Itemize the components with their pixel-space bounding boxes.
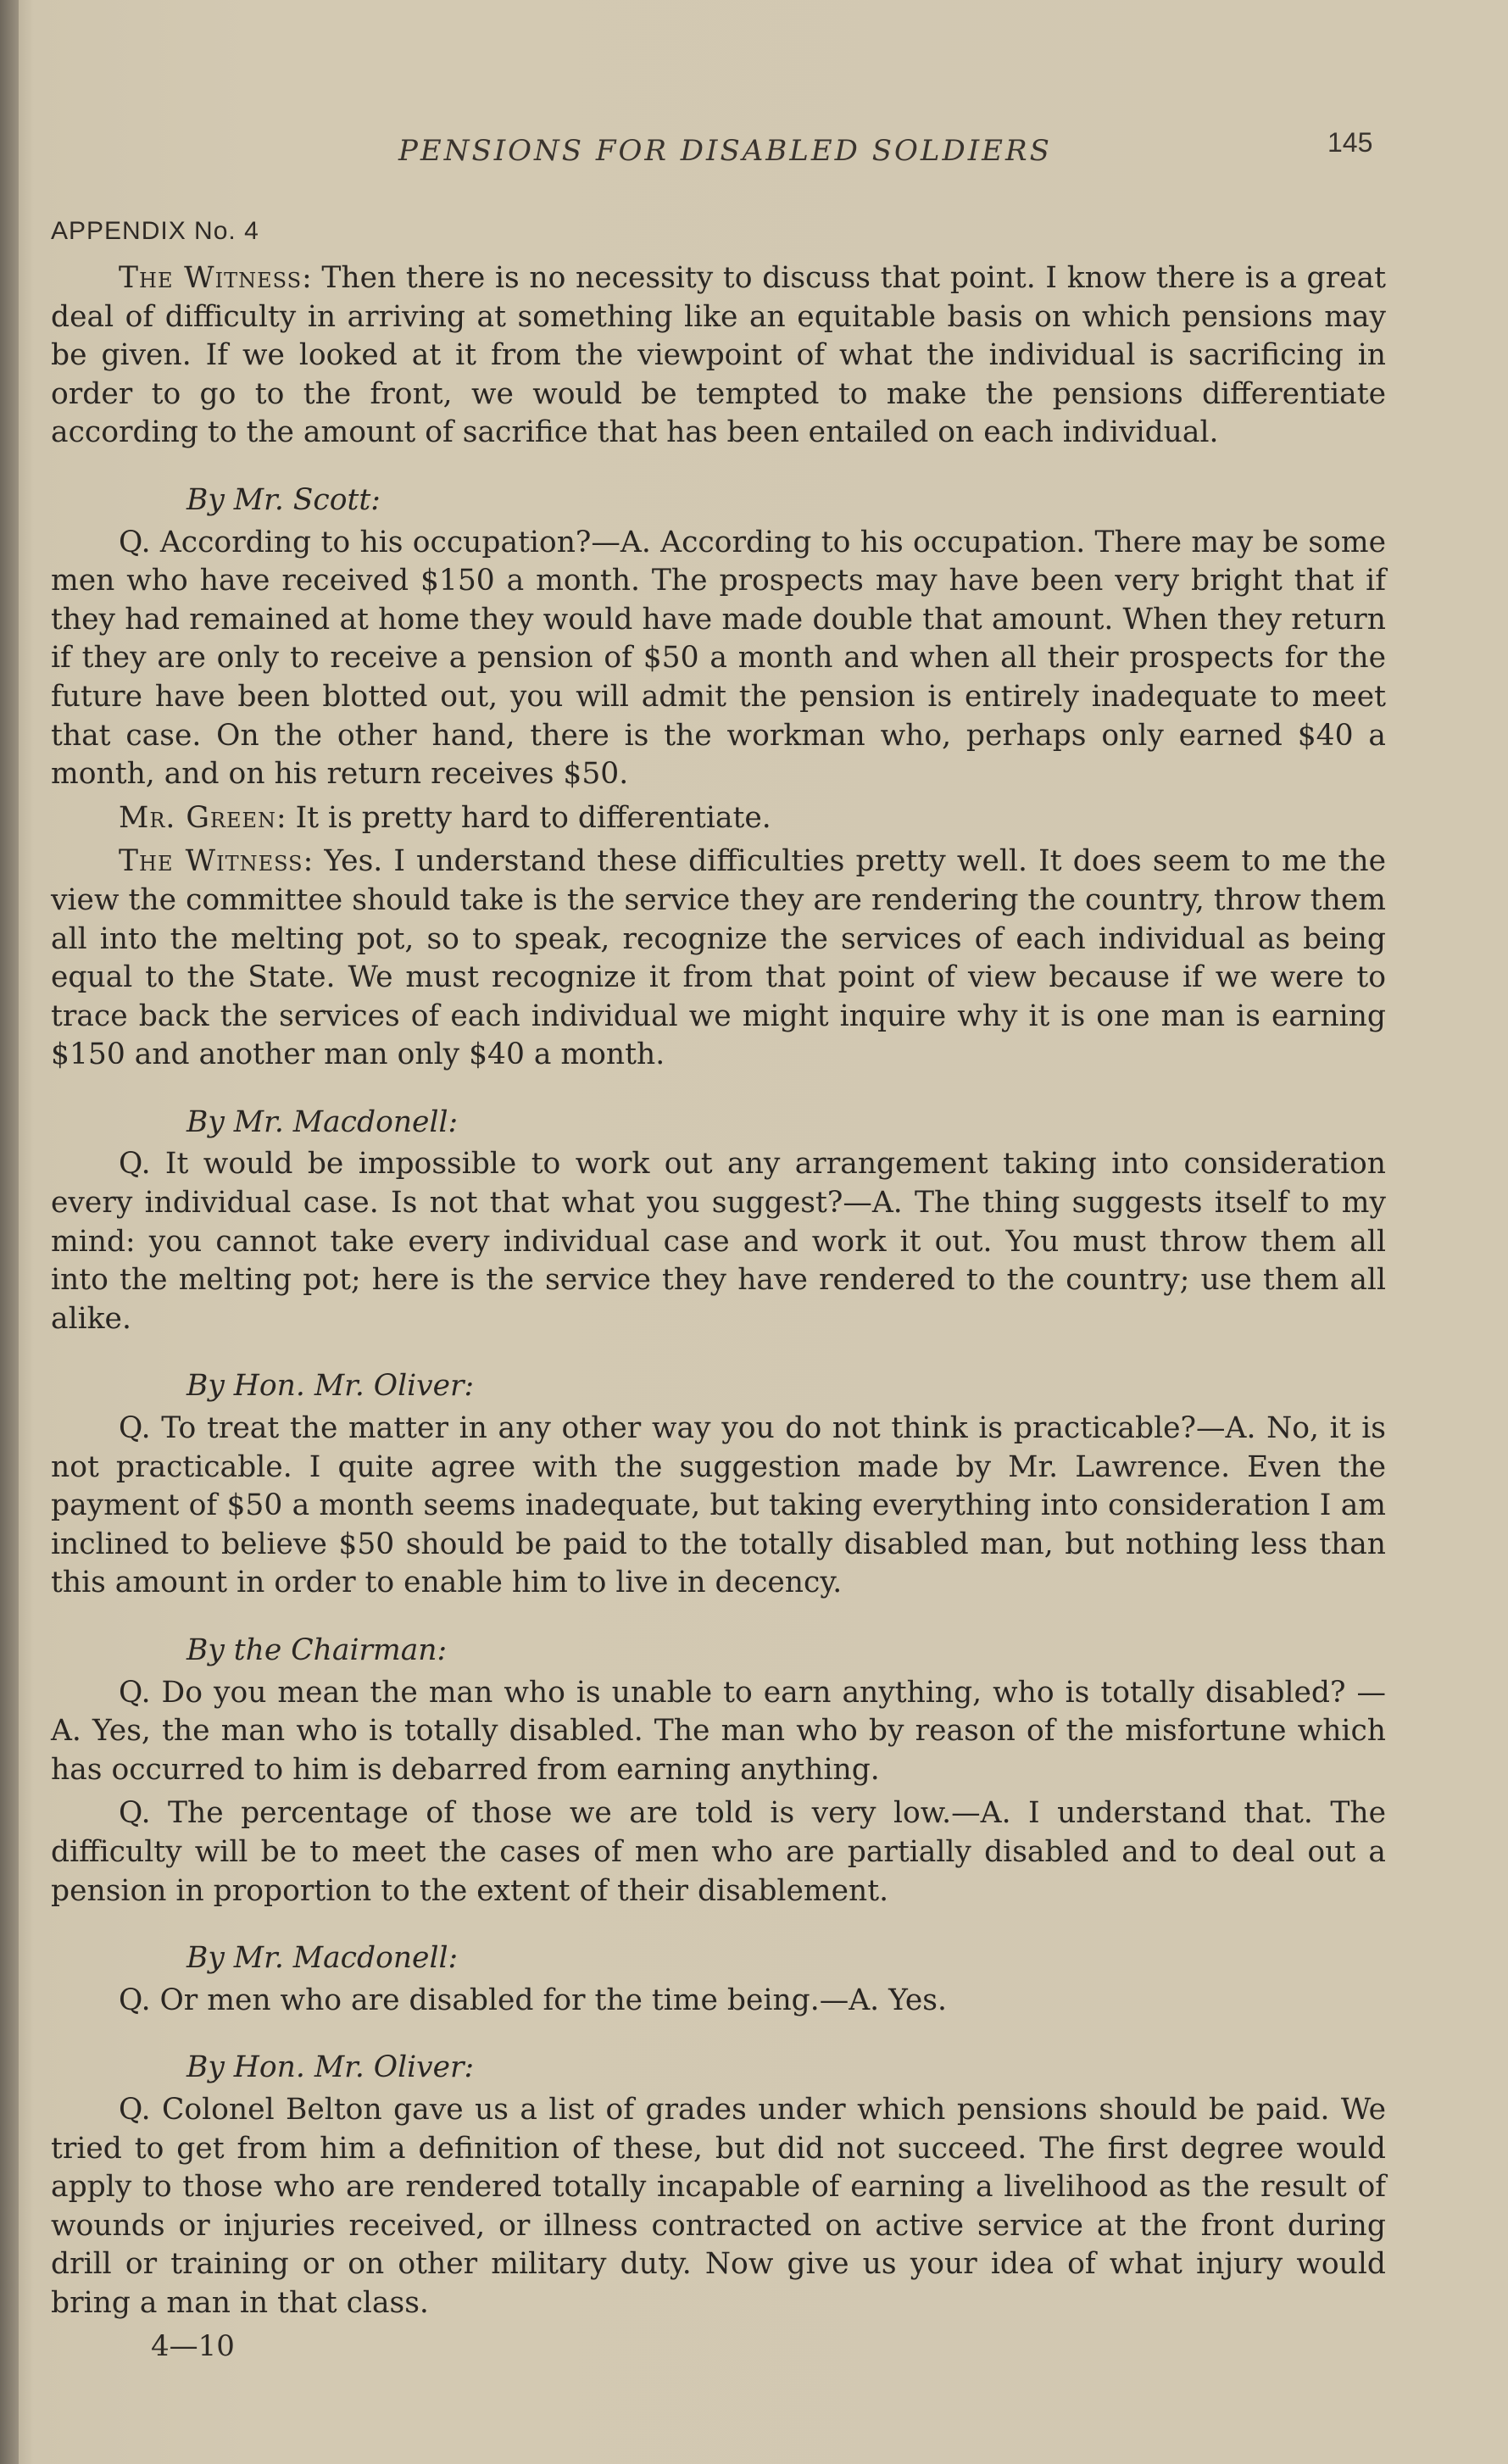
question-paragraph: Q. Do you mean the man who is unable to earn anything, who is totally disabled? —A. Yes, the man who is totally disabled. The man who by reason of the misfortune which has occurred to him is debarred from earning anything. (51, 1675, 1386, 1787)
running-title: PENSIONS FOR DISABLED SOLDIERS (398, 134, 1052, 168)
paragraph-text: : Then there is no necessity to discuss that point. I know there is a great deal of difficulty in arriving at something like an equitable basis on which pensions may be given. If we looked at it from the viewpoint of what the individual is sacrificing in order to go to the front, we would be tempted to make the pensions differentiate according to the amount of sacrifice that has been entailed on each individual. (51, 261, 1386, 450)
question-paragraph: Q. Colonel Belton gave us a list of grades under which pensions should be paid. We tried to get from him a definition of these, but did not succeed. The first degree would apply to those who are rendered totally incapable of earning a livelihood as the result of wounds or injuries received, or illness contracted on active service at the front during drill or training or on other military duty. Now give us your idea of what injury would bring a man in that class. (51, 2092, 1386, 2320)
paragraph-text: : Yes. I understand these difficulties pretty well. It does seem to me the view the committee should take is the service they are rendering the country, throw them all into the melting pot, so to speak, recognize the services of each individual as being equal to the State. We must recognize it from that point of view because if we were to trace back the services of each individual we might inquire why it is one man is earning $150 and another man only $40 a month. (51, 844, 1386, 1072)
speaker-name: Mr. Green (119, 800, 276, 835)
question-paragraph: Q. It would be impossible to work out any arrangement taking into consideration every individual case. Is not that what you suggest?—A. The thing suggests itself to my mind: you cannot take every individual case and work it out. You must throw them all into the melting pot; here is the service they have rendered to the country; use them all alike. (51, 1147, 1386, 1336)
appendix-label: APPENDIX No. 4 (51, 217, 259, 245)
page-number: 145 (1327, 127, 1373, 158)
witness-paragraph-2 (51, 843, 1386, 1075)
paragraph-text: : It is pretty hard to differentiate. (276, 800, 771, 835)
examiner-heading: By Mr. Scott: (186, 482, 381, 517)
speaker-paragraph (51, 799, 1386, 838)
question-paragraph: Q. Or men who are disabled for the time being.—A. Yes. (119, 1983, 947, 2017)
examiner-heading: By Hon. Mr. Oliver: (186, 1369, 475, 1404)
examiner-heading: By Mr. Macdonell: (186, 1941, 459, 1976)
document-body (51, 259, 1386, 2323)
binding-edge (0, 0, 19, 2464)
question-paragraph: Q. To treat the matter in any other way you do not think is practicable?—A. No, it is not practicable. I quite agree with the suggestion made by Mr. Lawrence. Even the payment of $50 a month seems inadequate, but taking everything into consideration I am inclined to believe $50 should be paid to the totally disabled man, but nothing less than this amount in order to enable him to live in decency. (51, 1411, 1386, 1600)
question-paragraph: Q. The percentage of those we are told is very low.—A. I understand that. The difficulty will be to meet the cases of men who are partially disabled and to deal out a pension in proportion to the extent of their disablement. (51, 1796, 1386, 1908)
speaker-name: The Witness (119, 844, 303, 879)
signature-mark: 4—10 (151, 2329, 235, 2363)
witness-paragraph-1 (51, 259, 1386, 453)
question-paragraph: Q. According to his occupation?—A. According to his occupation. There may be some men who have received $150 a month. The prospects may have been very bright that if they had remained at home they would have made double that amount. When they return if they are only to receive a pension of $50 a month and when all their prospects for the future have been blotted out, you will admit the pension is entirely inadequate to meet that case. On the other hand, there is the workman who, perhaps only earned $40 a month, and on his return receives $50. (51, 525, 1386, 792)
examiner-heading: By Hon. Mr. Oliver: (186, 2050, 475, 2085)
examiner-heading: By the Chairman: (186, 1633, 448, 1667)
examiner-heading: By Mr. Macdonell: (186, 1104, 459, 1139)
speaker-name: The Witness (119, 261, 303, 295)
